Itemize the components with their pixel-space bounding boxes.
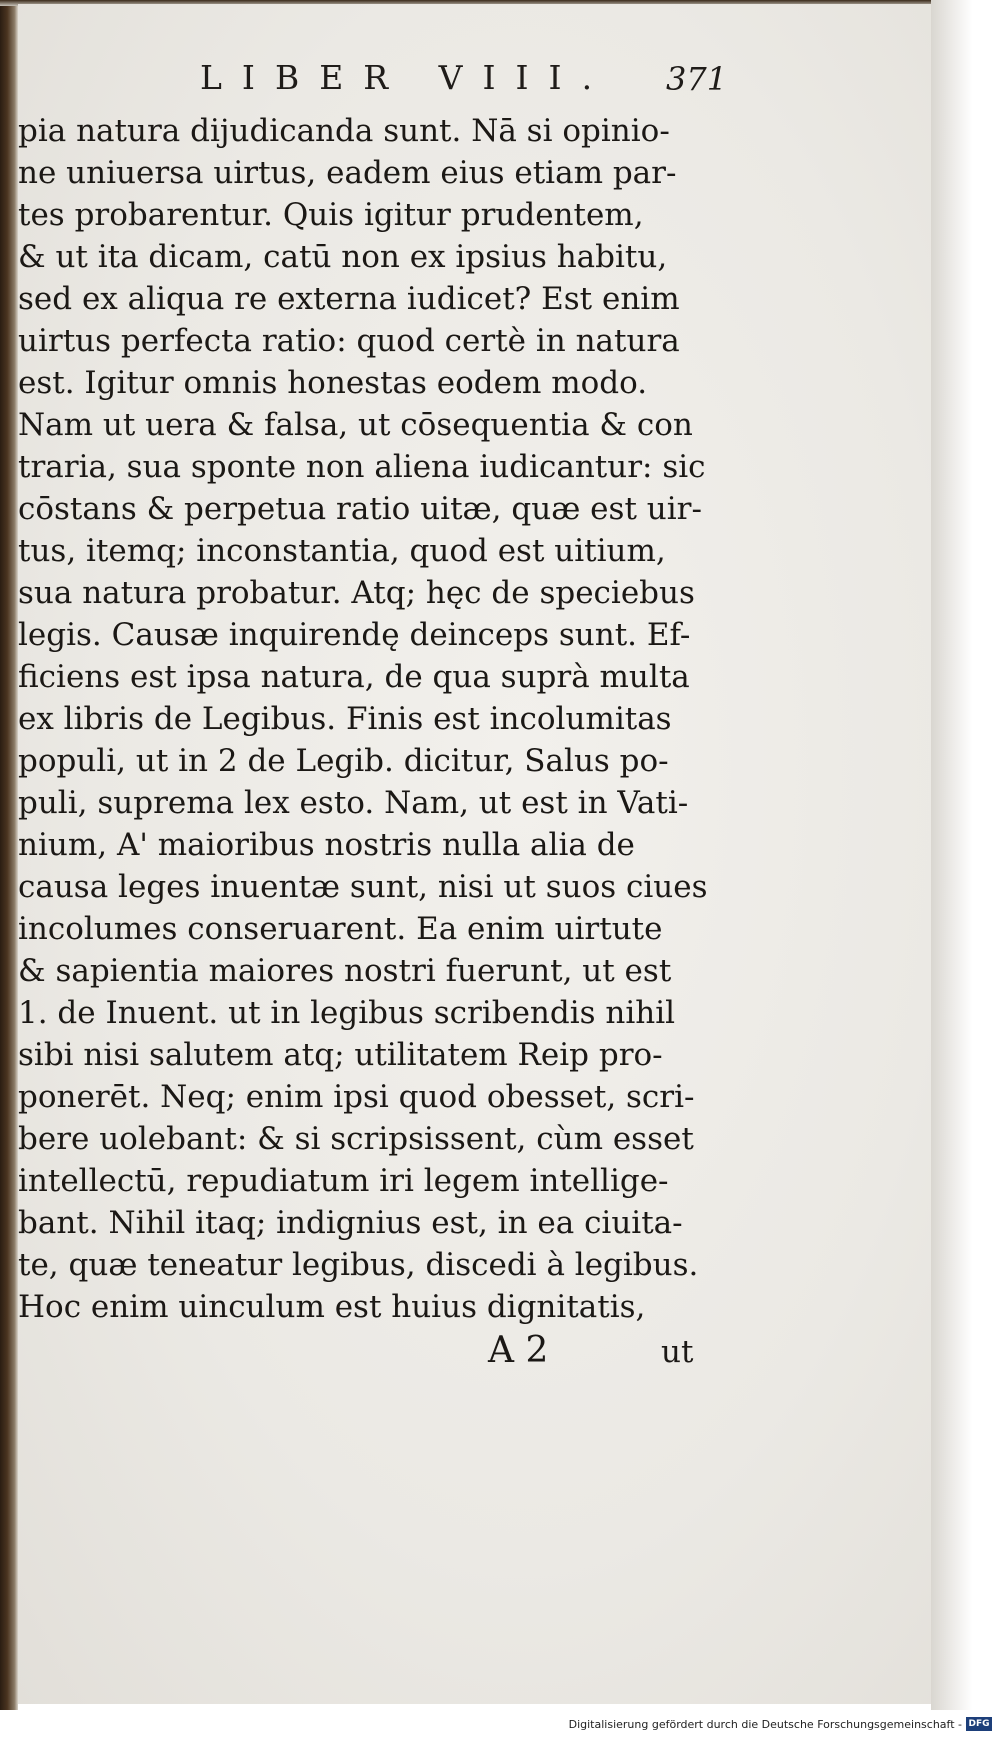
text-line: tes probarentur. Quis igitur prudentem, xyxy=(18,197,644,233)
text-line: bere uolebant: & si scripsissent, cùm esset xyxy=(18,1121,694,1157)
book-page xyxy=(18,4,931,1704)
text-line: tus, itemq; inconstantia, quod est uitium, xyxy=(18,533,666,569)
signature-line xyxy=(18,1330,931,1380)
text-line: ponerēt. Neq; enim ipsi quod obesset, scri- xyxy=(18,1079,695,1115)
dfg-logo-icon: DFG xyxy=(966,1717,992,1731)
text-line: sed ex aliqua re externa iudicet? Est enim xyxy=(18,281,680,317)
text-line: nium, A' maioribus nostris nulla alia de xyxy=(18,827,635,863)
signature-mark: A 2 xyxy=(488,1330,549,1371)
text-line: 1. de Inuent. ut in legibus scribendis nihil xyxy=(18,995,676,1031)
page-number: 371 xyxy=(666,60,728,98)
text-line: ex libris de Legibus. Finis est incolumitas xyxy=(18,701,672,737)
text-line: populi, ut in 2 de Legib. dicitur, Salus po- xyxy=(18,743,669,779)
text-line: pia natura dijudicanda sunt. Nā si opinio- xyxy=(18,113,670,149)
text-line: uirtus perfecta ratio: quod certè in natura xyxy=(18,323,680,359)
text-line: traria, sua sponte non aliena iudicantur: sic xyxy=(18,449,706,485)
text-line: puli, suprema lex esto. Nam, ut est in Vati- xyxy=(18,785,689,821)
text-line: ficiens est ipsa natura, de qua suprà multa xyxy=(18,659,690,695)
text-line: ne uniuersa uirtus, eadem eius etiam par- xyxy=(18,155,677,191)
text-line: incolumes conseruarent. Ea enim uirtute xyxy=(18,911,663,947)
text-line: Nam ut uera & falsa, ut cōsequentia & con xyxy=(18,407,693,443)
text-line: sua natura probatur. Atq; hęc de speciebus xyxy=(18,575,695,611)
text-line: legis. Causæ inquirendę deinceps sunt. Ef- xyxy=(18,617,691,653)
text-line: Hoc enim uinculum est huius dignitatis, xyxy=(18,1289,646,1325)
text-line: sibi nisi salutem atq; utilitatem Reip pro- xyxy=(18,1037,663,1073)
right-scan-margin xyxy=(931,0,1000,1710)
text-line: & ut ita dicam, catū non ex ipsius habitu, xyxy=(18,239,668,275)
funding-credit: Digitalisierung gefördert durch die Deutsche Forschungsgemeinschaft - xyxy=(568,1718,962,1731)
text-line: cōstans & perpetua ratio uitæ, quæ est uir- xyxy=(18,491,702,527)
text-line: causa leges inuentæ sunt, nisi ut suos ciues xyxy=(18,869,708,905)
running-head xyxy=(18,58,931,108)
book-binding-edge xyxy=(0,0,18,1710)
text-line: est. Igitur omnis honestas eodem modo. xyxy=(18,365,648,401)
catchword: ut xyxy=(661,1334,694,1370)
book-label: LIBER VIII. xyxy=(200,58,613,97)
digitization-footer xyxy=(0,1712,1000,1740)
text-line: bant. Nihil itaq; indignius est, in ea ciuita- xyxy=(18,1205,683,1241)
text-line: & sapientia maiores nostri fuerunt, ut est xyxy=(18,953,672,989)
text-line: te, quæ teneatur legibus, discedi à legibus. xyxy=(18,1247,699,1283)
text-line: intellectū, repudiatum iri legem intellige- xyxy=(18,1163,669,1199)
